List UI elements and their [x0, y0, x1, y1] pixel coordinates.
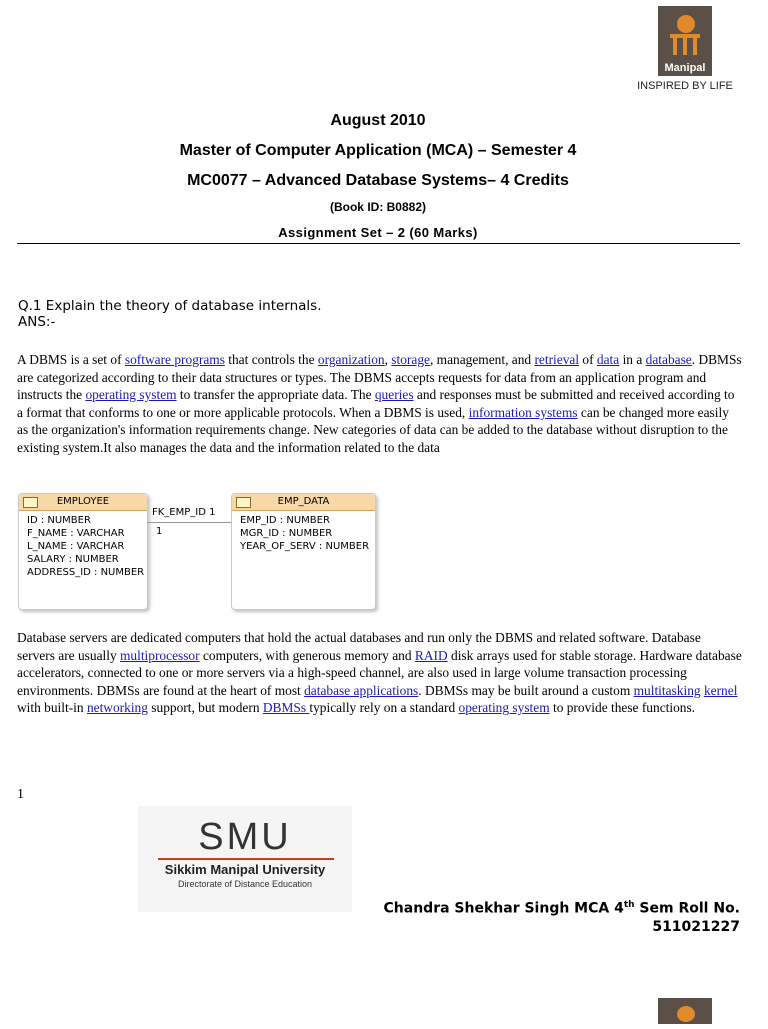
- paragraph-text: typically rely on a standard: [309, 700, 459, 716]
- inline-link[interactable]: operating system: [85, 387, 177, 403]
- inline-link[interactable]: operating system: [458, 700, 550, 716]
- entity-employee-attributes: [19, 511, 147, 582]
- entity-employee-title: EMPLOYEE: [56, 496, 110, 507]
- inline-link[interactable]: data: [596, 352, 620, 367]
- paragraph-text: with built-in: [17, 700, 87, 716]
- header-program: Master of Computer Application (MCA) – Semester 4: [179, 142, 577, 159]
- author-name: Chandra Shekhar Singh MCA 4: [383, 900, 624, 917]
- inline-link[interactable]: software programs: [124, 352, 225, 367]
- manipal-logo-word: Manipal: [664, 62, 706, 74]
- inline-link[interactable]: storage: [391, 352, 430, 367]
- paragraph-text: computers, with generous memory and: [199, 647, 415, 663]
- paragraph-text: of: [579, 352, 597, 367]
- relationship-cardinality: 1: [156, 526, 163, 537]
- entity-attribute: ADDRESS_ID : NUMBER: [27, 567, 145, 578]
- entity-employee-header: [19, 494, 147, 511]
- author-roll-number: 511021227: [652, 918, 740, 935]
- table-icon: [23, 497, 38, 508]
- entity-emp-data: [231, 493, 376, 610]
- entity-attribute: L_NAME : VARCHAR: [27, 541, 125, 552]
- manipal-logo-bottom: [658, 998, 712, 1024]
- paragraph-text: . DBMSs may be built around a custom: [418, 682, 634, 698]
- relationship-line: [147, 522, 231, 523]
- manipal-tagline: INSPIRED BY LIFE: [637, 80, 733, 92]
- header-divider: [17, 243, 740, 244]
- page-number: 1: [17, 787, 24, 802]
- paragraph-text: ,: [384, 352, 392, 367]
- entity-attribute: SALARY : NUMBER: [27, 554, 119, 565]
- table-icon: [236, 497, 251, 508]
- author-roll-label: Sem Roll No.: [634, 900, 740, 917]
- smu-university-name: Sikkim Manipal University: [164, 862, 326, 877]
- paragraph-text: , management, and: [429, 352, 535, 367]
- paragraph-text: to transfer the appropriate data. The: [176, 387, 375, 403]
- paragraph-text: A DBMS is a set of: [17, 352, 125, 367]
- header-book-id: (Book ID: B0882): [329, 200, 427, 214]
- inline-link[interactable]: multitasking: [633, 682, 701, 698]
- paragraph-text: disk arrays used for stable storage. Hardware database accelerators, connected to one or more servers via a high-speed channel, are also used in large volume transaction processing environments. DBMSs are found at the heart of most: [17, 647, 742, 698]
- author-sem-suffix: th: [623, 900, 635, 910]
- smu-logo-underline: [158, 858, 334, 860]
- inline-link[interactable]: DBMSs: [262, 700, 310, 716]
- inline-link[interactable]: information systems: [468, 404, 578, 420]
- entity-emp-data-title: EMP_DATA: [277, 496, 330, 507]
- author-signature: [320, 896, 740, 936]
- paragraph-text: and responses must be submitted and received according to a format that conforms to one or more applicable protocols. When a DBMS is used,: [17, 387, 735, 420]
- manipal-emblem-icon: [658, 998, 712, 1024]
- inline-link[interactable]: kernel: [703, 682, 738, 698]
- inline-link[interactable]: networking: [86, 700, 148, 716]
- manipal-emblem-icon: [658, 6, 712, 62]
- paragraph-database-servers: [17, 629, 742, 717]
- entity-attribute: MGR_ID : NUMBER: [240, 528, 333, 539]
- entity-emp-data-header: [232, 494, 375, 511]
- entity-attribute: YEAR_OF_SERV : NUMBER: [240, 541, 370, 552]
- header-date: August 2010: [330, 112, 426, 129]
- question-block: [18, 298, 322, 330]
- inline-link[interactable]: queries: [374, 387, 414, 403]
- paragraph-text: in a: [619, 352, 646, 367]
- paragraph-text: can be changed more easily as the organization's information requirements change. New categories of data can be added to the database without disruption to the existing system.It also manages the data and the information related to the data: [17, 404, 729, 455]
- inline-link[interactable]: retrieval: [534, 352, 580, 367]
- relationship-label: FK_EMP_ID 1: [152, 507, 216, 518]
- inline-link[interactable]: database: [645, 352, 692, 367]
- question-text: Q.1 Explain the theory of database internals.: [18, 298, 322, 314]
- answer-label: ANS:-: [18, 314, 56, 330]
- paragraph-text: support, but modern: [147, 700, 263, 716]
- inline-link[interactable]: organization: [317, 352, 385, 367]
- entity-employee: [18, 493, 148, 610]
- smu-subtitle: Directorate of Distance Education: [177, 879, 313, 889]
- header-assignment: Assignment Set – 2 (60 Marks): [278, 225, 478, 240]
- paragraph-text: Database servers are dedicated computers that hold the actual databases and run only the DBMS and related software. Database servers are usually: [17, 630, 701, 663]
- entity-attribute: ID : NUMBER: [27, 515, 91, 526]
- entity-attribute: EMP_ID : NUMBER: [240, 515, 330, 526]
- header-course: MC0077 – Advanced Database Systems– 4 Credits: [187, 172, 569, 189]
- inline-link[interactable]: multiprocessor: [120, 647, 200, 663]
- paragraph-text: . DBMSs are categorized according to their data structures or types. The DBMS accepts requests for data from an application program and instructs the: [17, 352, 742, 403]
- entity-attribute: F_NAME : VARCHAR: [27, 528, 125, 539]
- inline-link[interactable]: RAID: [414, 647, 448, 663]
- inline-link[interactable]: database applications: [304, 682, 419, 698]
- paragraph-dbms-intro: [17, 351, 742, 457]
- paragraph-text: that controls the: [224, 352, 318, 367]
- entity-emp-data-attributes: [232, 511, 375, 556]
- paragraph-text: to provide these functions.: [549, 700, 696, 716]
- smu-logo-text: SMU: [198, 816, 292, 858]
